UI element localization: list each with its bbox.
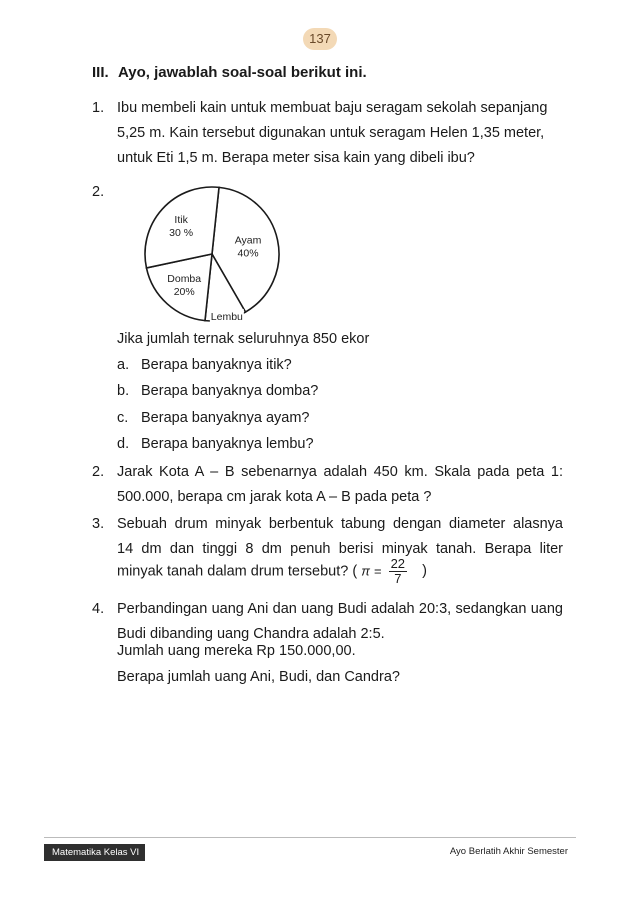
sub-letter: b. xyxy=(117,383,130,399)
pie-chart xyxy=(124,184,304,326)
fraction xyxy=(389,557,407,586)
sub-text: Berapa banyaknya itik? xyxy=(141,357,292,373)
footer-book-title: Matematika Kelas VI xyxy=(44,844,145,861)
question-line: untuk Eti 1,5 m. Berapa meter sisa kain yang dibeli ibu? xyxy=(117,150,475,166)
pie-label-lembu: Lembu xyxy=(210,311,243,324)
pie-value-lembu xyxy=(216,324,237,326)
close-paren: ) xyxy=(422,563,427,580)
pie-value-domba: 20% xyxy=(173,285,195,298)
question-4-formula-line xyxy=(117,557,427,586)
sub-text: Berapa banyaknya lembu? xyxy=(141,436,314,452)
question-1 xyxy=(92,96,563,171)
sub-letter: d. xyxy=(117,436,130,452)
question-number: 2. xyxy=(92,184,105,200)
question-line: 500.000, berapa cm jarak kota A – B pada peta ? xyxy=(117,489,432,505)
footer-chapter: Ayo Berlatih Akhir Semester xyxy=(449,846,568,857)
page-number: 137 xyxy=(303,28,337,50)
fraction-numerator: 22 xyxy=(390,556,406,571)
question-line: 14 dm dan tinggi 8 dm penuh berisi minyak tanah. Berapa liter xyxy=(117,541,563,557)
question-number: 2. xyxy=(92,464,105,480)
question-2-intro: Jika jumlah ternak seluruhnya 850 ekor xyxy=(117,331,370,347)
formula-text: minyak tanah dalam drum tersebut? ( xyxy=(117,563,358,580)
question-5 xyxy=(92,597,563,647)
question-5-total: Jumlah uang mereka Rp 150.000,00. xyxy=(117,643,356,659)
sub-question-c xyxy=(117,410,309,426)
question-line: 5,25 m. Kain tersebut digunakan untuk seragam Helen 1,35 meter, xyxy=(117,125,545,141)
sub-letter: c. xyxy=(117,410,129,426)
pi-symbol: π xyxy=(361,563,370,579)
question-number: 3. xyxy=(92,516,105,532)
fraction-denominator: 7 xyxy=(394,571,402,586)
question-number: 1. xyxy=(92,100,105,116)
sub-text: Berapa banyaknya domba? xyxy=(141,383,319,399)
question-4 xyxy=(92,512,563,562)
pie-label-ayam: Ayam xyxy=(234,234,262,247)
question-line: Sebuah drum minyak berbentuk tabung dengan diameter alasnya xyxy=(117,516,563,532)
equals-sign: = xyxy=(373,563,382,579)
pie-value-itik: 30 % xyxy=(169,227,194,240)
question-3 xyxy=(92,460,563,510)
pie-label-domba: Domba xyxy=(167,272,202,285)
section-heading: Ayo, jawablah soal-soal berikut ini. xyxy=(118,64,367,81)
sub-question-b xyxy=(117,383,318,399)
sub-letter: a. xyxy=(117,357,130,373)
question-number: 4. xyxy=(92,601,105,617)
question-5-ask: Berapa jumlah uang Ani, Budi, dan Candra? xyxy=(117,669,400,685)
sub-question-a xyxy=(117,357,292,373)
section-title xyxy=(92,64,367,81)
pie-value-ayam: 40% xyxy=(237,247,259,260)
question-line: Budi dibanding uang Chandra adalah 2:5. xyxy=(117,626,385,642)
question-line: Jarak Kota A – B sebenarnya adalah 450 km. Skala pada peta 1: xyxy=(117,464,563,480)
pie-label-itik: Itik xyxy=(174,214,188,227)
page-footer xyxy=(44,837,576,860)
question-line: Ibu membeli kain untuk membuat baju seragam sekolah sepanjang xyxy=(117,100,548,116)
question-line: Perbandingan uang Ani dan uang Budi adalah 20:3, sedangkan uang xyxy=(117,601,563,617)
section-roman: III. xyxy=(92,64,109,81)
sub-text: Berapa banyaknya ayam? xyxy=(141,410,310,426)
sub-question-d xyxy=(117,436,314,452)
